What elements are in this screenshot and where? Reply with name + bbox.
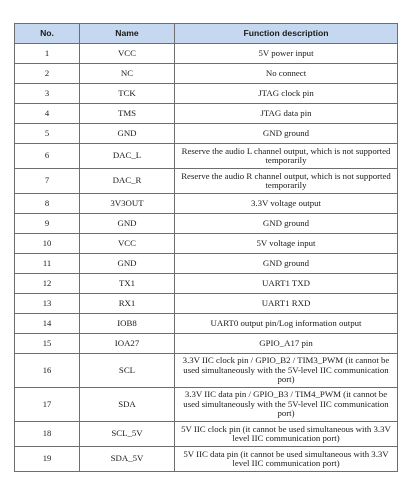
pin-number: 5 <box>15 124 80 144</box>
pin-number: 8 <box>15 194 80 214</box>
pin-name: RX1 <box>80 294 175 314</box>
pin-name: GND <box>80 214 175 234</box>
table-row <box>15 314 398 334</box>
pin-name: VCC <box>80 44 175 64</box>
pin-function: GND ground <box>175 214 398 234</box>
pin-function: UART1 TXD <box>175 274 398 294</box>
table-row <box>15 294 398 314</box>
pin-number: 10 <box>15 234 80 254</box>
pin-number: 3 <box>15 84 80 104</box>
pin-function: GND ground <box>175 124 398 144</box>
table-row <box>15 447 398 472</box>
table-header <box>15 24 398 44</box>
pin-name: SDA_5V <box>80 447 175 472</box>
table-row <box>15 422 398 447</box>
pin-definition-document <box>14 23 397 472</box>
pin-number: 14 <box>15 314 80 334</box>
pin-number: 18 <box>15 422 80 447</box>
pin-number: 12 <box>15 274 80 294</box>
header-row <box>15 24 398 44</box>
pin-name: GND <box>80 254 175 274</box>
pin-name: NC <box>80 64 175 84</box>
pin-name: TCK <box>80 84 175 104</box>
pin-name: VCC <box>80 234 175 254</box>
pin-function: 5V voltage input <box>175 234 398 254</box>
pin-function: GPIO_A17 pin <box>175 334 398 354</box>
pin-function: JTAG clock pin <box>175 84 398 104</box>
pin-number: 17 <box>15 388 80 422</box>
header-function-description: Function description <box>175 24 398 44</box>
pin-function: 3.3V voltage output <box>175 194 398 214</box>
pin-number: 19 <box>15 447 80 472</box>
table-row <box>15 334 398 354</box>
table-row <box>15 354 398 388</box>
pin-number: 11 <box>15 254 80 274</box>
pin-number: 6 <box>15 144 80 169</box>
pin-function: UART0 output pin/Log information output <box>175 314 398 334</box>
pin-name: SCL <box>80 354 175 388</box>
pin-name: DAC_R <box>80 169 175 194</box>
pin-function: Reserve the audio L channel output, which is not supported temporarily <box>175 144 398 169</box>
table-row <box>15 254 398 274</box>
pin-name: GND <box>80 124 175 144</box>
pin-number: 13 <box>15 294 80 314</box>
pin-number: 7 <box>15 169 80 194</box>
table-row <box>15 194 398 214</box>
pin-number: 15 <box>15 334 80 354</box>
pin-name: SDA <box>80 388 175 422</box>
pin-name: TX1 <box>80 274 175 294</box>
pin-number: 2 <box>15 64 80 84</box>
pin-name: SCL_5V <box>80 422 175 447</box>
table-row <box>15 64 398 84</box>
table-row <box>15 84 398 104</box>
pin-function: 3.3V IIC data pin / GPIO_B3 / TIM4_PWM (it cannot be used simultaneously with the 5V-level IIC communication port) <box>175 388 398 422</box>
pin-number: 4 <box>15 104 80 124</box>
pin-function: No connect <box>175 64 398 84</box>
table-row <box>15 214 398 234</box>
pin-name: 3V3OUT <box>80 194 175 214</box>
table-row <box>15 144 398 169</box>
pin-function: JTAG data pin <box>175 104 398 124</box>
pin-name: IOA27 <box>80 334 175 354</box>
header-no: No. <box>15 24 80 44</box>
pin-name: TMS <box>80 104 175 124</box>
pin-function: GND ground <box>175 254 398 274</box>
header-name: Name <box>80 24 175 44</box>
table-row <box>15 274 398 294</box>
pin-number: 9 <box>15 214 80 234</box>
pin-name: IOB8 <box>80 314 175 334</box>
pin-name: DAC_L <box>80 144 175 169</box>
table-body <box>15 44 398 472</box>
pin-function: UART1 RXD <box>175 294 398 314</box>
table-row <box>15 169 398 194</box>
pin-function: 5V IIC data pin (it cannot be used simultaneous with 3.3V level IIC communication port) <box>175 447 398 472</box>
pin-number: 1 <box>15 44 80 64</box>
pin-function: 5V IIC clock pin (it cannot be used simultaneous with 3.3V level IIC communication port) <box>175 422 398 447</box>
pin-function-table <box>14 23 398 472</box>
table-row <box>15 44 398 64</box>
pin-function: 3.3V IIC clock pin / GPIO_B2 / TIM3_PWM (it cannot be used simultaneously with the 5V-level IIC communication port) <box>175 354 398 388</box>
pin-number: 16 <box>15 354 80 388</box>
table-row <box>15 234 398 254</box>
pin-function: 5V power input <box>175 44 398 64</box>
table-row <box>15 388 398 422</box>
table-row <box>15 124 398 144</box>
pin-function: Reserve the audio R channel output, which is not supported temporarily <box>175 169 398 194</box>
table-row <box>15 104 398 124</box>
